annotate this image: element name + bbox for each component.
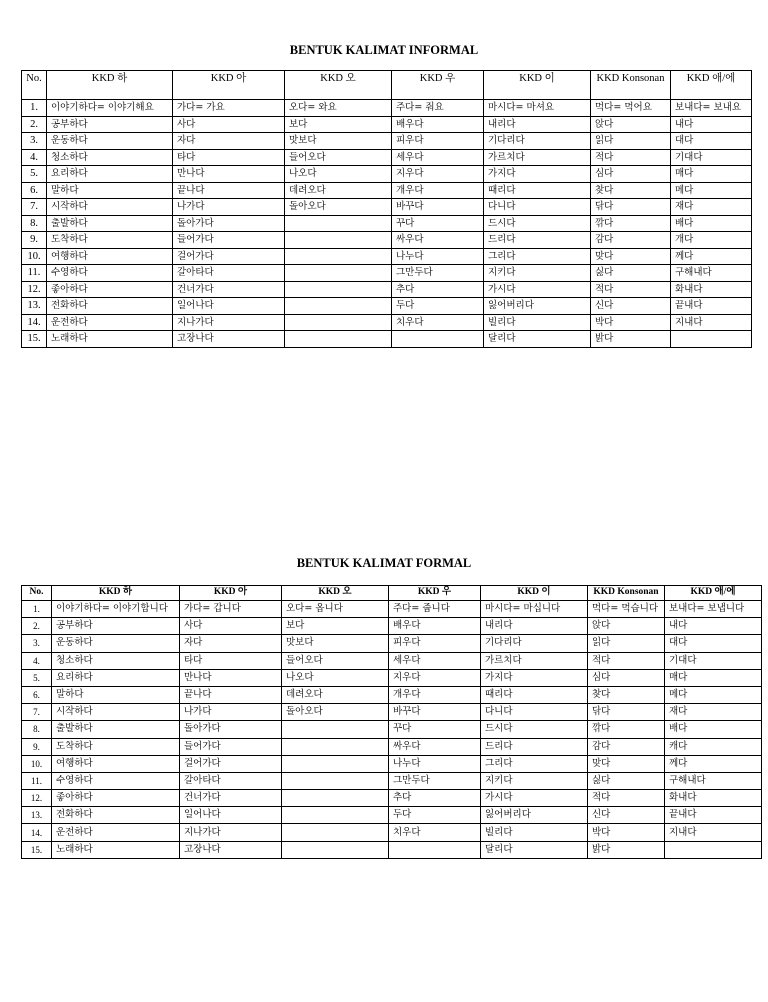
table-row [22, 100, 752, 117]
row-number-cell: 4. [22, 149, 47, 166]
verb-cell: 피우다 [392, 133, 484, 150]
verb-cell: 구해내다 [671, 265, 752, 282]
verb-cell: 재다 [671, 199, 752, 216]
table-row [22, 738, 762, 755]
verb-cell: 운전하다 [47, 314, 173, 331]
verb-cell: 기대다 [665, 652, 762, 669]
verb-cell: 앉다 [591, 116, 671, 133]
verb-cell: 나누다 [389, 755, 481, 772]
verb-cell: 기대다 [671, 149, 752, 166]
verb-cell: 심다 [591, 166, 671, 183]
row-number-cell: 3. [22, 635, 52, 652]
row-number-cell: 3. [22, 133, 47, 150]
informal-column-header: KKD Konsonan [591, 71, 671, 100]
formal-column-header: KKD 아 [180, 586, 282, 601]
verb-cell: 감다 [591, 232, 671, 249]
verb-cell: 대다 [671, 133, 752, 150]
verb-cell: 오다= 와요 [285, 100, 392, 117]
verb-cell: 여행하다 [47, 248, 173, 265]
verb-cell: 가지다 [481, 669, 588, 686]
table-row [22, 281, 752, 298]
verb-cell: 맞다 [591, 248, 671, 265]
verb-cell: 지키다 [481, 772, 588, 789]
verb-cell: 공부하다 [52, 618, 180, 635]
formal-column-header: No. [22, 586, 52, 601]
verb-cell: 운동하다 [47, 133, 173, 150]
table-row [22, 298, 752, 315]
table-row [22, 686, 762, 703]
verb-cell: 기다리다 [484, 133, 591, 150]
verb-cell: 도착하다 [52, 738, 180, 755]
table-row [22, 601, 762, 618]
row-number-cell: 13. [22, 807, 52, 824]
verb-cell: 대다 [665, 635, 762, 652]
row-number-cell: 7. [22, 704, 52, 721]
informal-section-title: BENTUK KALIMAT INFORMAL [289, 43, 479, 57]
verb-cell: 수영하다 [52, 772, 180, 789]
verb-cell: 걸어가다 [173, 248, 285, 265]
informal-column-header: KKD 오 [285, 71, 392, 100]
verb-cell: 청소하다 [47, 149, 173, 166]
verb-cell: 내다 [665, 618, 762, 635]
verb-cell: 맛보다 [282, 635, 389, 652]
table-row [22, 182, 752, 199]
verb-cell: 끝내다 [665, 807, 762, 824]
verb-cell: 끝내다 [671, 298, 752, 315]
verb-cell: 찾다 [588, 686, 665, 703]
verb-cell: 말하다 [52, 686, 180, 703]
verb-cell: 싫다 [588, 772, 665, 789]
verb-cell: 내리다 [484, 116, 591, 133]
informal-column-header: No. [22, 71, 47, 100]
verb-cell: 가시다 [481, 790, 588, 807]
verb-cell [282, 790, 389, 807]
verb-cell: 앉다 [588, 618, 665, 635]
row-number-cell: 8. [22, 721, 52, 738]
verb-cell: 돌아가다 [180, 721, 282, 738]
row-number-cell: 14. [22, 824, 52, 841]
verb-cell [392, 331, 484, 348]
verb-cell: 싸우다 [392, 232, 484, 249]
verb-cell: 갈아타다 [173, 265, 285, 282]
verb-cell: 나누다 [392, 248, 484, 265]
verb-cell: 잃어버리다 [484, 298, 591, 315]
verb-cell: 데려오다 [285, 182, 392, 199]
verb-cell: 돌아오다 [282, 704, 389, 721]
row-number-cell: 10. [22, 248, 47, 265]
verb-cell [282, 738, 389, 755]
verb-cell: 바꾸다 [392, 199, 484, 216]
table-row [22, 232, 752, 249]
verb-cell: 구해내다 [665, 772, 762, 789]
verb-cell: 운동하다 [52, 635, 180, 652]
table-row [22, 149, 752, 166]
verb-cell: 다니다 [481, 704, 588, 721]
verb-cell: 공부하다 [47, 116, 173, 133]
verb-cell: 빌리다 [481, 824, 588, 841]
table-row [22, 331, 752, 348]
verb-cell: 먹다= 먹어요 [591, 100, 671, 117]
verb-cell: 가르치다 [484, 149, 591, 166]
verb-cell: 마시다= 마셔요 [484, 100, 591, 117]
verb-cell: 출발하다 [47, 215, 173, 232]
table-row [22, 704, 762, 721]
row-number-cell: 12. [22, 790, 52, 807]
verb-cell: 사다 [180, 618, 282, 635]
row-number-cell: 13. [22, 298, 47, 315]
verb-cell: 가시다 [484, 281, 591, 298]
informal-column-header: KKD 이 [484, 71, 591, 100]
verb-cell: 매다 [665, 669, 762, 686]
verb-cell: 찾다 [591, 182, 671, 199]
formal-section-title: BENTUK KALIMAT FORMAL [296, 556, 472, 570]
verb-cell [282, 755, 389, 772]
verb-cell: 개다 [671, 232, 752, 249]
row-number-cell: 11. [22, 772, 52, 789]
verb-cell: 맛보다 [285, 133, 392, 150]
table-row [22, 635, 762, 652]
verb-cell: 지나가다 [180, 824, 282, 841]
verb-cell [282, 841, 389, 858]
verb-cell: 드리다 [484, 232, 591, 249]
row-number-cell: 6. [22, 686, 52, 703]
verb-cell: 세우다 [392, 149, 484, 166]
verb-cell: 전화하다 [52, 807, 180, 824]
verb-cell: 내리다 [481, 618, 588, 635]
informal-column-header: KKD 우 [392, 71, 484, 100]
table-row [22, 721, 762, 738]
verb-cell: 끝나다 [173, 182, 285, 199]
verb-cell: 내다 [671, 116, 752, 133]
verb-cell: 건너가다 [180, 790, 282, 807]
row-number-cell: 9. [22, 738, 52, 755]
verb-cell: 지우다 [392, 166, 484, 183]
verb-cell: 갈아타다 [180, 772, 282, 789]
verb-cell: 그리다 [481, 755, 588, 772]
verb-cell: 신다 [588, 807, 665, 824]
verb-cell: 적다 [588, 790, 665, 807]
verb-cell: 나가다 [180, 704, 282, 721]
verb-cell: 박다 [588, 824, 665, 841]
verb-cell: 보내다= 보냅니다 [665, 601, 762, 618]
table-row [22, 166, 752, 183]
row-number-cell: 7. [22, 199, 47, 216]
verb-cell: 밝다 [591, 331, 671, 348]
verb-cell: 싫다 [591, 265, 671, 282]
verb-cell: 보다 [285, 116, 392, 133]
table-row [22, 248, 752, 265]
verb-cell: 께다 [671, 248, 752, 265]
verb-cell: 치우다 [389, 824, 481, 841]
verb-cell: 들어가다 [180, 738, 282, 755]
verb-cell: 읽다 [591, 133, 671, 150]
row-number-cell: 15. [22, 331, 47, 348]
verb-cell: 드시다 [481, 721, 588, 738]
verb-cell: 좋아하다 [47, 281, 173, 298]
verb-cell: 재다 [665, 704, 762, 721]
verb-cell: 감다 [588, 738, 665, 755]
verb-cell [285, 331, 392, 348]
table-row [22, 116, 752, 133]
verb-cell: 화내다 [665, 790, 762, 807]
verb-cell: 매다 [671, 166, 752, 183]
formal-column-header: KKD 이 [481, 586, 588, 601]
verb-cell: 박다 [591, 314, 671, 331]
verb-cell: 보다 [282, 618, 389, 635]
verb-cell: 메다 [671, 182, 752, 199]
verb-cell: 잃어버리다 [481, 807, 588, 824]
verb-cell: 꾸다 [389, 721, 481, 738]
verb-cell: 배다 [665, 721, 762, 738]
verb-cell: 노래하다 [47, 331, 173, 348]
table-row [22, 755, 762, 772]
row-number-cell: 5. [22, 166, 47, 183]
verb-cell: 깎다 [591, 215, 671, 232]
row-number-cell: 4. [22, 652, 52, 669]
verb-cell: 전화하다 [47, 298, 173, 315]
formal-column-header: KKD 우 [389, 586, 481, 601]
verb-cell: 타다 [173, 149, 285, 166]
verb-cell: 노래하다 [52, 841, 180, 858]
formal-column-header: KKD 하 [52, 586, 180, 601]
informal-column-header: KKD 아 [173, 71, 285, 100]
row-number-cell: 8. [22, 215, 47, 232]
row-number-cell: 11. [22, 265, 47, 282]
verb-cell: 운전하다 [52, 824, 180, 841]
verb-cell: 달리다 [481, 841, 588, 858]
verb-cell: 돌아가다 [173, 215, 285, 232]
verb-cell: 출발하다 [52, 721, 180, 738]
verb-cell: 가지다 [484, 166, 591, 183]
verb-cell: 배다 [671, 215, 752, 232]
verb-cell: 말하다 [47, 182, 173, 199]
verb-cell [285, 314, 392, 331]
verb-cell: 청소하다 [52, 652, 180, 669]
verb-cell [285, 232, 392, 249]
verb-cell: 걸어가다 [180, 755, 282, 772]
verb-cell [389, 841, 481, 858]
verb-cell: 가르치다 [481, 652, 588, 669]
verb-cell: 돌아오다 [285, 199, 392, 216]
verb-cell: 지키다 [484, 265, 591, 282]
verb-cell: 지나가다 [173, 314, 285, 331]
formal-verb-table [21, 585, 762, 859]
row-number-cell: 2. [22, 618, 52, 635]
verb-cell [282, 772, 389, 789]
verb-cell [285, 265, 392, 282]
row-number-cell: 14. [22, 314, 47, 331]
verb-cell: 심다 [588, 669, 665, 686]
verb-cell: 때리다 [484, 182, 591, 199]
informal-header-row [22, 71, 752, 100]
verb-cell: 요리하다 [52, 669, 180, 686]
verb-cell: 수영하다 [47, 265, 173, 282]
table-row [22, 618, 762, 635]
table-row [22, 841, 762, 858]
table-row [22, 215, 752, 232]
informal-table-header [22, 71, 752, 100]
verb-cell: 데려오다 [282, 686, 389, 703]
row-number-cell: 2. [22, 116, 47, 133]
table-row [22, 824, 762, 841]
verb-cell: 적다 [588, 652, 665, 669]
row-number-cell: 1. [22, 601, 52, 618]
verb-cell: 끝나다 [180, 686, 282, 703]
verb-cell: 사다 [173, 116, 285, 133]
verb-cell: 오다= 옵니다 [282, 601, 389, 618]
verb-cell [665, 841, 762, 858]
verb-cell: 이야기하다= 이야기해요 [47, 100, 173, 117]
verb-cell: 개우다 [389, 686, 481, 703]
verb-cell: 건너가다 [173, 281, 285, 298]
verb-cell: 적다 [591, 149, 671, 166]
verb-cell: 나가다 [173, 199, 285, 216]
verb-cell: 들어오다 [285, 149, 392, 166]
verb-cell: 개우다 [392, 182, 484, 199]
verb-cell: 닦다 [591, 199, 671, 216]
row-number-cell: 15. [22, 841, 52, 858]
verb-cell: 먹다= 먹습니다 [588, 601, 665, 618]
verb-cell: 메다 [665, 686, 762, 703]
verb-cell: 마시다= 마십니다 [481, 601, 588, 618]
formal-column-header: KKD Konsonan [588, 586, 665, 601]
verb-cell: 시작하다 [47, 199, 173, 216]
verb-cell [282, 824, 389, 841]
verb-cell: 자다 [180, 635, 282, 652]
verb-cell: 밝다 [588, 841, 665, 858]
row-number-cell: 6. [22, 182, 47, 199]
verb-cell: 치우다 [392, 314, 484, 331]
row-number-cell: 12. [22, 281, 47, 298]
verb-cell: 들어가다 [173, 232, 285, 249]
table-row [22, 652, 762, 669]
informal-verb-table [21, 70, 752, 348]
verb-cell: 보내다= 보내요 [671, 100, 752, 117]
verb-cell: 두다 [389, 807, 481, 824]
verb-cell: 일어나다 [180, 807, 282, 824]
verb-cell: 배우다 [392, 116, 484, 133]
verb-cell: 꾸다 [392, 215, 484, 232]
table-row [22, 807, 762, 824]
verb-cell: 드시다 [484, 215, 591, 232]
verb-cell [285, 298, 392, 315]
formal-header-row [22, 586, 762, 601]
verb-cell: 화내다 [671, 281, 752, 298]
verb-cell: 여행하다 [52, 755, 180, 772]
verb-cell: 읽다 [588, 635, 665, 652]
verb-cell: 시작하다 [52, 704, 180, 721]
verb-cell: 고장나다 [173, 331, 285, 348]
verb-cell: 추다 [392, 281, 484, 298]
verb-cell: 자다 [173, 133, 285, 150]
verb-cell: 적다 [591, 281, 671, 298]
row-number-cell: 10. [22, 755, 52, 772]
verb-cell: 기다리다 [481, 635, 588, 652]
verb-cell: 달리다 [484, 331, 591, 348]
row-number-cell: 9. [22, 232, 47, 249]
verb-cell: 가다= 갑니다 [180, 601, 282, 618]
verb-cell: 그만두다 [389, 772, 481, 789]
verb-cell: 나오다 [285, 166, 392, 183]
verb-cell: 추다 [389, 790, 481, 807]
verb-cell: 만나다 [173, 166, 285, 183]
verb-cell: 그만두다 [392, 265, 484, 282]
verb-cell: 일어나다 [173, 298, 285, 315]
verb-cell [285, 248, 392, 265]
verb-cell: 들어오다 [282, 652, 389, 669]
verb-cell: 닦다 [588, 704, 665, 721]
verb-cell: 가다= 가요 [173, 100, 285, 117]
verb-cell: 빌리다 [484, 314, 591, 331]
verb-cell [671, 331, 752, 348]
informal-table-body [22, 100, 752, 348]
verb-cell [282, 807, 389, 824]
verb-cell: 나오다 [282, 669, 389, 686]
verb-cell: 좋아하다 [52, 790, 180, 807]
table-row [22, 199, 752, 216]
verb-cell: 지내다 [665, 824, 762, 841]
verb-cell: 고장나다 [180, 841, 282, 858]
table-row [22, 265, 752, 282]
table-row [22, 133, 752, 150]
verb-cell: 맞다 [588, 755, 665, 772]
formal-table-header [22, 586, 762, 601]
verb-cell: 때리다 [481, 686, 588, 703]
table-row [22, 772, 762, 789]
verb-cell: 요리하다 [47, 166, 173, 183]
verb-cell: 께다 [665, 755, 762, 772]
verb-cell: 피우다 [389, 635, 481, 652]
formal-table-body [22, 601, 762, 859]
table-row [22, 790, 762, 807]
verb-cell: 주다= 줘요 [392, 100, 484, 117]
verb-cell: 드리다 [481, 738, 588, 755]
verb-cell: 깎다 [588, 721, 665, 738]
informal-column-header: KKD 하 [47, 71, 173, 100]
row-number-cell: 5. [22, 669, 52, 686]
verb-cell [285, 215, 392, 232]
verb-cell: 다니다 [484, 199, 591, 216]
verb-cell [282, 721, 389, 738]
verb-cell [285, 281, 392, 298]
verb-cell: 만나다 [180, 669, 282, 686]
verb-cell: 신다 [591, 298, 671, 315]
table-row [22, 314, 752, 331]
verb-cell: 배우다 [389, 618, 481, 635]
verb-cell: 그리다 [484, 248, 591, 265]
verb-cell: 두다 [392, 298, 484, 315]
verb-cell: 타다 [180, 652, 282, 669]
verb-cell: 도착하다 [47, 232, 173, 249]
verb-cell: 캐다 [665, 738, 762, 755]
verb-cell: 주다= 줍니다 [389, 601, 481, 618]
table-row [22, 669, 762, 686]
row-number-cell: 1. [22, 100, 47, 117]
verb-cell: 이야기하다= 이야기합니다 [52, 601, 180, 618]
formal-column-header: KKD 오 [282, 586, 389, 601]
verb-cell: 지우다 [389, 669, 481, 686]
verb-cell: 세우다 [389, 652, 481, 669]
formal-column-header: KKD 애/에 [665, 586, 762, 601]
informal-column-header: KKD 애/에 [671, 71, 752, 100]
verb-cell: 지내다 [671, 314, 752, 331]
verb-cell: 싸우다 [389, 738, 481, 755]
verb-cell: 바꾸다 [389, 704, 481, 721]
